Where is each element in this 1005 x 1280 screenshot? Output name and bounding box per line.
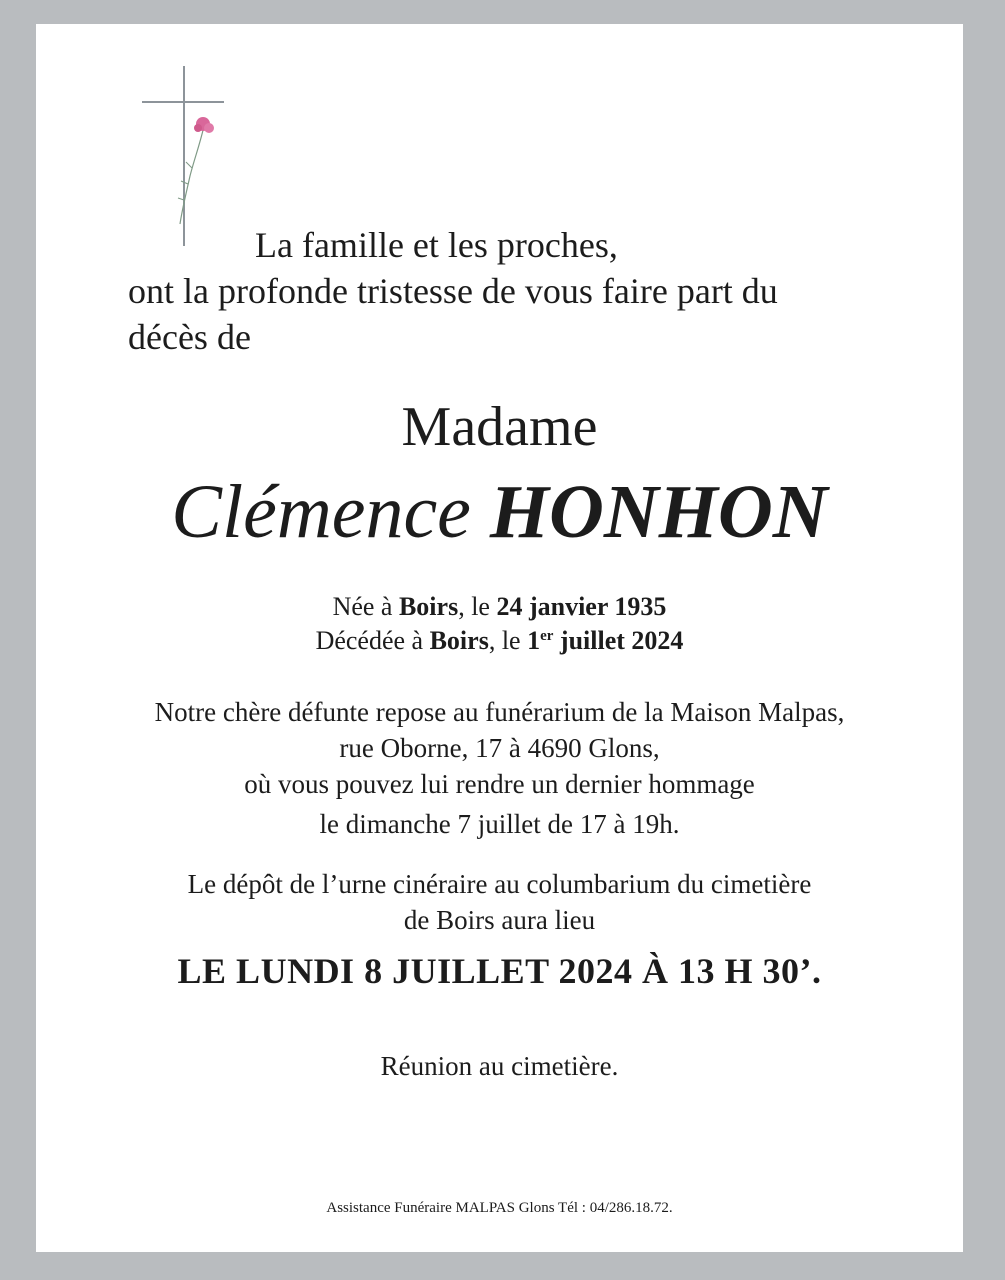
urn-line-1: Le dépôt de l’urne cinéraire au columbarium du cimetière [187, 869, 812, 899]
intro-line-2: ont la profonde tristesse de vous faire part du [128, 271, 778, 311]
ceremony-date: LE LUNDI 8 JUILLET 2024 À 13 H 30’. [177, 951, 822, 991]
death-day: 1 [527, 626, 541, 655]
deceased-first-name: Clémence [171, 470, 471, 554]
death-prefix: Décédée à [315, 626, 430, 655]
funeral-home-footer: Assistance Funéraire MALPAS Glons Tél : 04/286.18.72. [326, 1200, 673, 1216]
intro-text [128, 222, 928, 360]
birth-mid: , le [458, 592, 497, 621]
intro-line-1: La famille et les proches, [255, 225, 618, 265]
deceased-title: Madame [401, 396, 598, 458]
funerarium-line-4: le dimanche 7 juillet de 17 à 19h. [319, 809, 680, 839]
urn-info [36, 866, 963, 938]
reunion-note: Réunion au cimetière. [380, 1051, 619, 1081]
funerarium-line-1: Notre chère défunte repose au funérarium de la Maison Malpas, [154, 697, 845, 727]
funerarium-info [36, 694, 963, 842]
death-date: juillet 2024 [553, 626, 684, 655]
deceased-name [36, 469, 963, 555]
funerarium-line-3: où vous pouvez lui rendre un dernier hommage [244, 769, 755, 799]
intro-line-3: décès de [128, 317, 251, 357]
birth-prefix: Née à [332, 592, 399, 621]
obituary-page [36, 24, 963, 1252]
death-day-suffix: er [540, 628, 554, 644]
birth-place: Boirs [398, 592, 459, 621]
life-dates [36, 590, 963, 658]
urn-line-2: de Boirs aura lieu [403, 905, 596, 935]
death-place: Boirs [429, 626, 489, 655]
death-mid: , le [488, 626, 528, 655]
funerarium-line-2: rue Oborne, 17 à 4690 Glons, [339, 733, 660, 763]
deceased-last-name: HONHON [489, 470, 828, 554]
birth-line [36, 590, 963, 624]
death-line [36, 624, 963, 658]
birth-date: 24 janvier 1935 [496, 592, 667, 621]
